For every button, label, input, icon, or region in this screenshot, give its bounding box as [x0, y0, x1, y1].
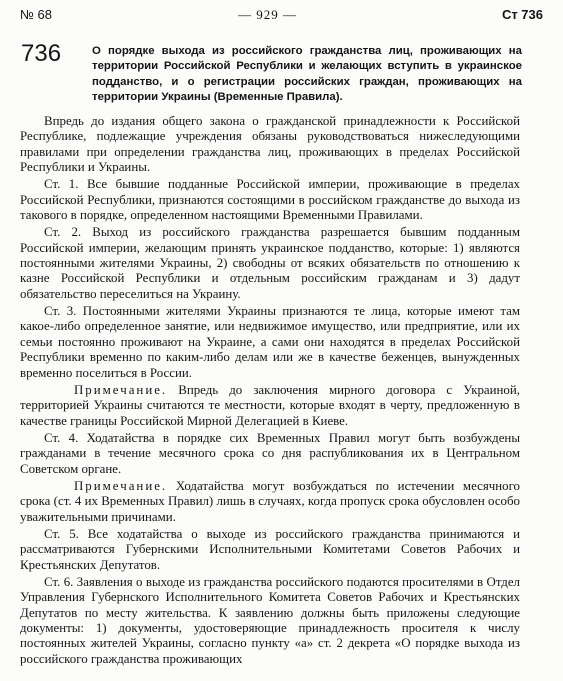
- article-5-paragraph: Ст. 5. Все ходатайства о выходе из российского гражданства принимаются и рассматриваются Губернскими Исполнительными Комитетами Советов Рабочих и Крестьянских Депутатов.: [20, 526, 520, 572]
- note-label: Примечание.: [74, 478, 168, 493]
- article-4-paragraph: Ст. 4. Ходатайства в порядке сих Временных Правил могут быть возбуждены гражданами в течение месячного срока со дня распубликования их в Центральном Советском органе.: [20, 430, 520, 476]
- issue-number: № 68: [20, 7, 53, 22]
- note-paragraph: [20, 383, 520, 429]
- article-3-paragraph: Ст. 3. Постоянными жителями Украины признаются те лица, которые имеют там какое-либо определенное занятие, или недвижимое имущество, или предприятие, или их семьи постоянно проживают на Украине, а сами они находятся в пределах Российской Республики временно по каким-либо делам или же в качестве беженцев, вынужденных временно поселиться в России.: [20, 304, 520, 380]
- preamble-paragraph: Впредь до издания общего закона о гражданской принадлежности к Российской Республике, подлежащие учреждения обязаны руководствоваться нижеследующими правилами при определении гражданства лиц, проживающих в пределах Российской Республики и Украины.: [20, 114, 520, 175]
- note-text: Впредь до заключения мирного договора с Украиной, территорией Украины считаются те местности, которые входят в черту, предложенную в качестве границы Российской Мирной Делегацией в Киеве.: [20, 382, 520, 428]
- article-ref: Ст 736: [501, 7, 543, 22]
- note-paragraph: [20, 479, 520, 525]
- article-2-paragraph: Ст. 2. Выход из российского гражданства разрешается бывшим подданным Российской империи, желающим принять украинское подданство, которые: 1) являются постоянными жителями Украины, 2) свободны от всяких обязательств по отношению к казне Российской Республики и отдельным российским гражданам и 3) дадут обязательство переселиться на Украину.: [20, 225, 520, 301]
- article-title: О порядке выхода из российского гражданства лиц, проживающих на территории Российской Республики и желающих вступить в украинское подданство, и о регистрации российских граждан, проживающих на территории Украины (Временные Правила).: [92, 45, 522, 103]
- article-number: 736: [21, 40, 62, 67]
- article-6-paragraph: Ст. 6. Заявления о выходе из гражданства российского подаются просителями в Отдел Управления Губернского Исполнительного Комитета Советов Рабочих и Крестьянских Депутатов по месту жительства. К заявлению должны быть приложены следующие документы: 1) документы, удостоверяющие принадлежность просителя к числу постоянных жителей Украины, согласно пункту «а» ст. 2 декрета «О порядке выхода из российского гражданства проживающих: [20, 574, 520, 666]
- note-text: Ходатайства могут возбуждаться по истечении месячного срока (ст. 4 их Временных Правил) лишь в случаях, когда пропуск срока обусловлен особо уважительными причинами.: [20, 478, 520, 524]
- article-body: [20, 114, 520, 669]
- article-1-paragraph: Ст. 1. Все бывшие подданные Российской империи, проживающие в пределах Российской Республики, признаются состоящими в российском гражданстве до выхода из такового в порядке, определенном настоящими Временными Правилами.: [20, 177, 520, 223]
- note-label: Примечание.: [74, 382, 168, 397]
- page-number: — 929 —: [238, 7, 297, 22]
